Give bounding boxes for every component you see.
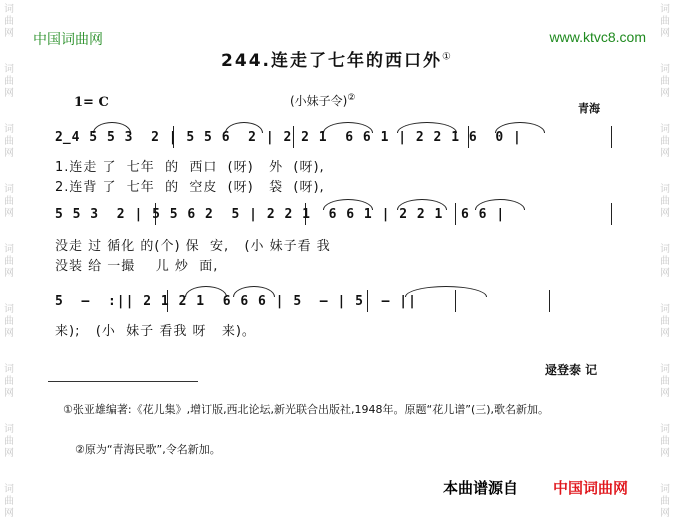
watermark-char: 词 bbox=[4, 364, 14, 375]
watermark-char: 曲 bbox=[660, 436, 670, 447]
watermark-char: 词 bbox=[4, 124, 14, 135]
jianpu-notes: 5 — :|| 2 1 2 1 6 6 6 | 5 — | 5 — || bbox=[55, 294, 417, 309]
subtitle-footnote-mark: ② bbox=[347, 93, 356, 103]
watermark-char: 网 bbox=[4, 508, 14, 519]
site-name-link[interactable]: 中国词曲网 bbox=[33, 32, 103, 48]
bar-line bbox=[611, 203, 612, 225]
watermark-char: 曲 bbox=[660, 496, 670, 507]
watermark-char: 网 bbox=[4, 388, 14, 399]
notation-line bbox=[55, 199, 615, 225]
bar-line bbox=[549, 290, 550, 312]
watermark-char: 曲 bbox=[4, 436, 14, 447]
song-title-text: 244.连走了七年的西口外 bbox=[221, 51, 442, 71]
watermark-char: 词 bbox=[4, 4, 14, 15]
watermark-char: 网 bbox=[660, 508, 670, 519]
watermark-char: 词 bbox=[4, 304, 14, 315]
lyric-line: 没走 过 循化 的(个) 保 安, (小 妹子看 我 bbox=[55, 239, 331, 254]
lyric-line: 来); (小 妹子 看我 呀 来)。 bbox=[55, 324, 256, 339]
recorder-credit: 逯登泰 记 bbox=[545, 363, 598, 377]
left-watermark-column bbox=[2, 0, 16, 524]
watermark-char: 曲 bbox=[660, 376, 670, 387]
watermark-char: 曲 bbox=[660, 136, 670, 147]
right-watermark-column bbox=[658, 0, 672, 524]
watermark-char: 网 bbox=[4, 448, 14, 459]
lyric-line: 1.连走 了 七年 的 西口 (呀) 外 (呀), bbox=[55, 160, 325, 175]
watermark-char: 网 bbox=[4, 148, 14, 159]
watermark-char: 曲 bbox=[4, 16, 14, 27]
watermark-char: 网 bbox=[660, 388, 670, 399]
watermark-char: 词 bbox=[660, 64, 670, 75]
watermark-char: 网 bbox=[4, 28, 14, 39]
watermark-char: 词 bbox=[660, 424, 670, 435]
title-footnote-mark: ① bbox=[441, 51, 453, 63]
region-label: 青海 bbox=[578, 102, 600, 115]
subtitle-text: (小妹子令) bbox=[290, 94, 348, 108]
footnote-1: ①张亚雄编著:《花儿集》,增订版,西北论坛,新光联合出版社,1948年。原题“花儿谱”(三),歌名新加。 bbox=[63, 403, 550, 416]
watermark-char: 网 bbox=[4, 328, 14, 339]
slur-mark bbox=[405, 286, 487, 297]
watermark-char: 词 bbox=[4, 484, 14, 495]
watermark-char: 曲 bbox=[4, 196, 14, 207]
watermark-char: 词 bbox=[4, 424, 14, 435]
watermark-char: 曲 bbox=[660, 16, 670, 27]
watermark-char: 曲 bbox=[660, 256, 670, 267]
source-site-link[interactable]: 中国词曲网 bbox=[553, 479, 629, 497]
watermark-char: 网 bbox=[660, 328, 670, 339]
footnote-divider bbox=[48, 381, 198, 382]
lyric-line: 2.连背 了 七年 的 空皮 (呀) 袋 (呀), bbox=[55, 180, 325, 195]
watermark-char: 网 bbox=[660, 268, 670, 279]
lyric-line: 没装 给 一撮 儿 炒 面, bbox=[55, 259, 219, 274]
watermark-char: 曲 bbox=[4, 76, 14, 87]
notation-line bbox=[55, 286, 615, 312]
watermark-char: 词 bbox=[660, 4, 670, 15]
bar-line bbox=[611, 126, 612, 148]
source-label: 本曲谱源自 bbox=[443, 479, 519, 497]
watermark-char: 网 bbox=[660, 88, 670, 99]
song-title bbox=[0, 46, 674, 71]
watermark-char: 曲 bbox=[660, 196, 670, 207]
watermark-char: 曲 bbox=[660, 316, 670, 327]
watermark-char: 词 bbox=[4, 244, 14, 255]
bar-line bbox=[455, 290, 456, 312]
subtitle bbox=[290, 92, 355, 109]
watermark-char: 网 bbox=[660, 448, 670, 459]
watermark-char: 网 bbox=[660, 28, 670, 39]
watermark-char: 曲 bbox=[4, 256, 14, 267]
watermark-char: 网 bbox=[4, 268, 14, 279]
watermark-char: 曲 bbox=[4, 376, 14, 387]
jianpu-notes: 5 5 3 2 | 5 5 6 2 5 | 2 2 1 6 6 1 | 2 2 1 6 6 | bbox=[55, 207, 506, 222]
watermark-char: 词 bbox=[660, 304, 670, 315]
watermark-char: 曲 bbox=[4, 316, 14, 327]
watermark-char: 网 bbox=[660, 208, 670, 219]
watermark-char: 词 bbox=[660, 484, 670, 495]
watermark-char: 曲 bbox=[660, 76, 670, 87]
watermark-char: 网 bbox=[4, 88, 14, 99]
watermark-char: 词 bbox=[4, 184, 14, 195]
notation-line bbox=[55, 122, 615, 148]
key-signature: 1= C bbox=[74, 95, 109, 110]
watermark-char: 网 bbox=[660, 148, 670, 159]
footnote-2: ②原为“青海民歌”,令名新加。 bbox=[75, 443, 221, 456]
watermark-char: 曲 bbox=[4, 136, 14, 147]
watermark-char: 词 bbox=[660, 364, 670, 375]
watermark-char: 词 bbox=[660, 124, 670, 135]
jianpu-notes: 2̲4 5 5 3 2 | 5 5 6 2 | 2 2 1 6 6 1 | 2 2 1 6 0 | bbox=[55, 130, 522, 145]
watermark-char: 词 bbox=[660, 184, 670, 195]
watermark-char: 网 bbox=[4, 208, 14, 219]
watermark-char: 曲 bbox=[4, 496, 14, 507]
site-url-link[interactable]: www.ktvc8.com bbox=[549, 29, 646, 45]
watermark-char: 词 bbox=[660, 244, 670, 255]
watermark-char: 词 bbox=[4, 64, 14, 75]
